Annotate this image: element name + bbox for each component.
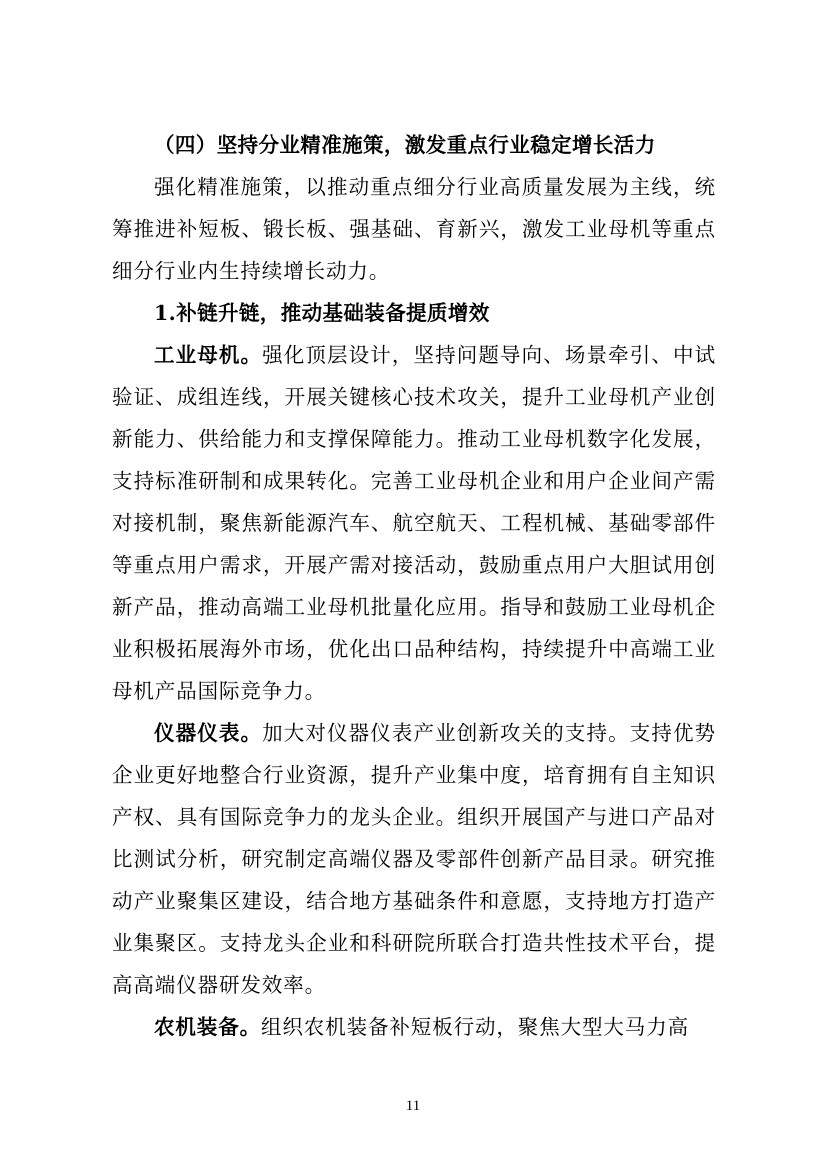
paragraph-text: 加大对仪器仪表产业创新攻关的支持。支持优势企业更好地整合行业资源，提升产业集中度，培育拥有自主知识产权、具有国际竞争力的龙头企业。组织开展国产与进口产品对比测试分析，研究制定高端仪器及零部件创新产品目录。研究推动产业聚集区建设，结合地方基础条件和意愿，支持地方打造产业集聚区。支持龙头企业和科研院所联合打造共性技术平台，提高高端仪器研发效率。 [112,721,716,997]
paragraph-lead: 农机装备。 [154,1015,261,1039]
paragraph-instruments [112,712,716,1006]
paragraph-lead: 工业母机。 [154,343,263,367]
paragraph-agri-machinery [112,1006,716,1048]
paragraph-lead: 仪器仪表。 [154,721,263,745]
document-page [112,124,716,1048]
subsection-heading: 1.补链升链，推动基础装备提质增效 [154,301,490,325]
section-heading: （四）坚持分业精准施策，激发重点行业稳定增长活力 [154,133,656,157]
paragraph-text: 强化顶层设计，坚持问题导向、场景牵引、中试验证、成组连线，开展关键核心技术攻关，提升工业母机产业创新能力、供给能力和支撑保障能力。推动工业母机数字化发展，支持标准研制和成果转化。完善工业母机企业和用户企业间产需对接机制，聚焦新能源汽车、航空航天、工程机械、基础零部件等重点用户需求，开展产需对接活动，鼓励重点用户大胆试用创新产品，推动高端工业母机批量化应用。指导和鼓励工业母机企业积极拓展海外市场，优化出口品种结构，持续提升中高端工业母机产品国际竞争力。 [112,343,716,703]
paragraph-text: 组织农机装备补短板行动，聚焦大型大马力高 [261,1015,689,1039]
paragraph-machine-tools [112,334,716,712]
page-number: 11 [405,1098,421,1114]
intro-paragraph: 强化精准施策，以推动重点细分行业高质量发展为主线，统筹推进补短板、锻长板、强基础、育新兴，激发工业母机等重点细分行业内生持续增长动力。 [112,175,716,283]
